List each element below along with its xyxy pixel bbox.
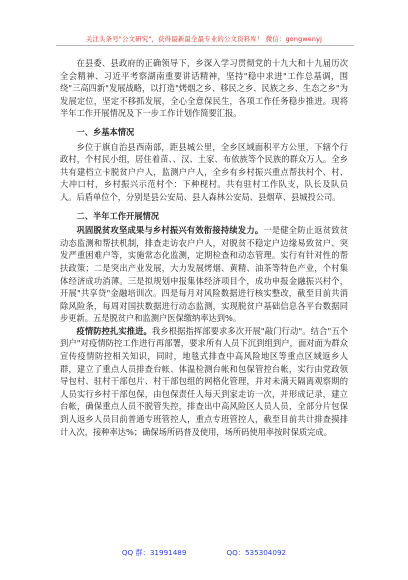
epidemic-body: 我乡根据指挥部要求多次开展"敲门行动"。结合"五个到户"对疫情防控工作进行再部署，要求所有人员下沉到组到户，面对面为群众宣传疫情防控相关知识，同时，地毯式排查中高风险地区等重点区域返乡人群，建立了重点人员排查台帐、体温检测台帐和包保管控台帐，实行由党政领导包村、驻村干部包片、村干部包组的网格化管理，并对未满天隔离观察期的人员实行乡村干部包保，由包保责任人每天到家走访一次，并形成记录，建立台帐，确保重点人员不脱管失控，排查出中高风险区人员人员，全部分片包保到人返乡人员目前普通专班管控人，重点专班管控人，截至目前共计排查摸排计入次，接种率达%；确保场所码普及使用，场所码使用率按时保质完成。 — [60, 325, 349, 437]
spacer — [60, 120, 348, 125]
poverty-lead: 巩固脱贫攻坚成果与乡村振兴有效衔接持续发力。 — [76, 225, 264, 236]
page-header: 关注头条号"公文研究"，获得最新最全最专业的公文资料库！ 微信：gongwenyj — [85, 35, 323, 43]
section-heading-basic-info: 一、乡基本情况 — [76, 126, 135, 137]
poverty-paragraph — [60, 224, 348, 325]
poverty-body: 一是健全防止返贫致贫动态监测和帮扶机制，排查走访农户户人，对脱贫不稳定户边缘易致贫户、突发严重困难户等，实施常态化监测，定期检查和动态管理。实行有针对性的帮扶政策；二是突出产业发展，大力发展烤烟、黄精、油茶等特色产业，个村集体经济成功消薄。三是拟规划申报集体经济项目个，成功申报金融振兴村个，开展"共享贷"金融培训次。四是每月对风险数据进行核实整改，截至目前共消除风险条，每周对国扶数据进行动态监测，实现脱贫户基础信息各平台数据同步更新。五是脱贫户和监测户医保缴纳率达到%。 — [60, 225, 349, 324]
document-body — [60, 57, 348, 438]
epidemic-paragraph — [60, 325, 348, 438]
spacer — [60, 204, 348, 209]
basic-info-paragraph: 乡位于旗自治县西南部，距县城公里，全乡区域面积平方公里，下辖个行政村，个村民小组，居住着苗、、汉、土家、布依族等个民族的群众万人。全乡共有建档立卡脱贫户户人，监测户户人，全乡有乡村振兴重点帮扶村个、村、大冲口村，乡村振兴示范村个：下种枧村。共有驻村工作队支，队长及队员人。后盾单位个，分别是县公安局、县人森林公安局、县烟草、县城投公司。 — [60, 141, 348, 202]
header-divider — [56, 45, 354, 46]
footer-qq: QQ：535304092 — [226, 548, 287, 557]
footer-qq-group: QQ 群：31991489 — [121, 548, 187, 557]
page-footer — [0, 548, 408, 558]
intro-paragraph: 在县委、县政府的正确领导下，乡深入学习贯彻党的十九大和十九届历次全会精神、习近平考察湖南重要讲话精神，坚持"稳中求进"工作总基调，围绕"三高四新"发展战略，以打造"烤烟之乡、移民之乡、民族之乡、生态之乡"为发展定位，坚定不移抓发展，全心全意保民生，各项工作任务稳步推进。现将半年工作开展情况及下一步工作计划作简要汇报。 — [60, 58, 348, 119]
epidemic-lead: 疫情防控扎实推进。 — [76, 325, 152, 336]
section-heading-progress: 二、半年工作开展情况 — [76, 210, 159, 221]
